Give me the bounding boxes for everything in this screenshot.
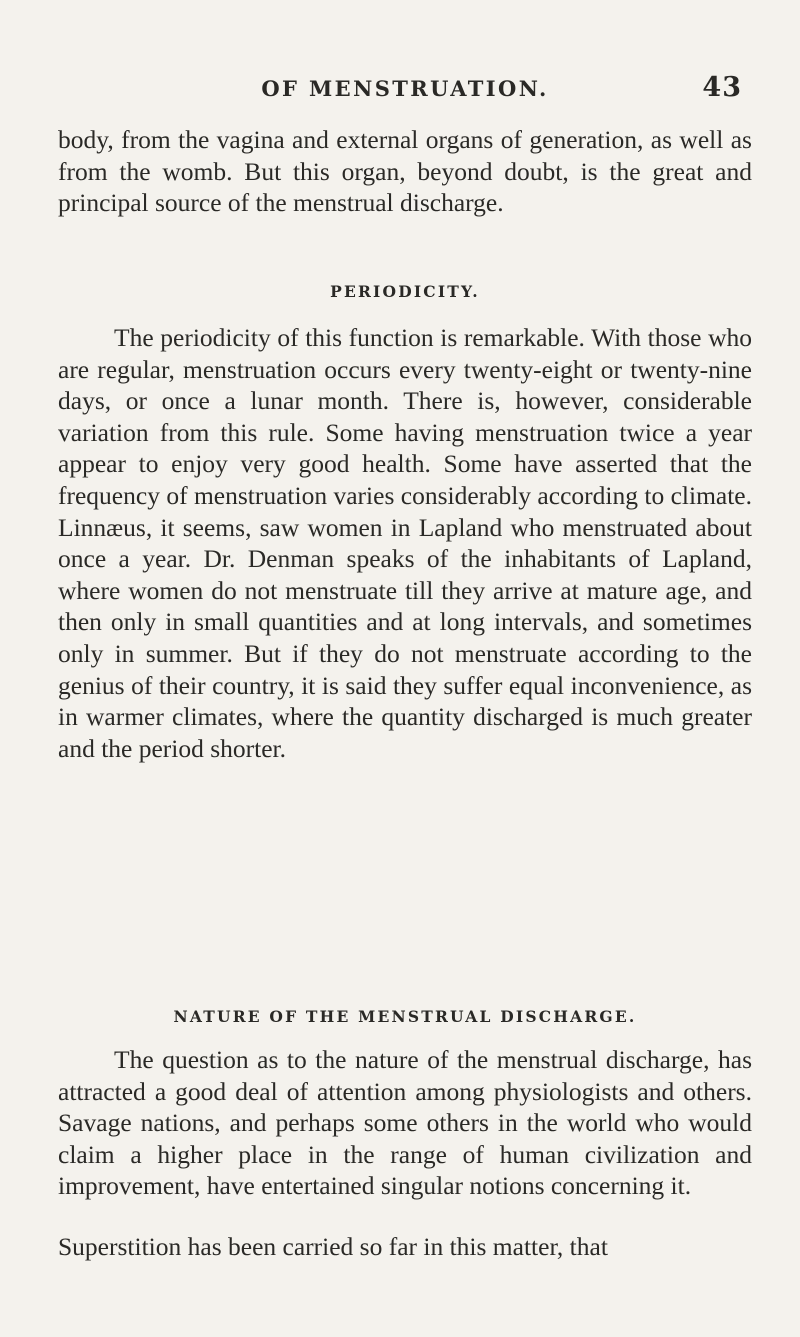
heading-periodicity: PERIODICITY. [330,282,480,301]
running-title: OF MENSTRUATION. [261,76,549,101]
running-head [60,70,750,110]
nature-paragraph: The question as to the nature of the menstrual discharge, has attracted a good deal of attention among physiologists and others. Savage nations, and perhaps some others in the world who would claim a higher place in the range of human civilization and improvement, have entertained singular notions concerning it. [58,1045,752,1201]
superstition-paragraph: Superstition has been carried so far in this matter, that [58,1232,608,1261]
periodicity-paragraph: The periodicity of this function is remarkable. With those who are regular, menstruation occurs every twenty-eight or twenty-nine days, or once a lunar month. There is, however, considerable variation from this rule. Some having menstruation twice a year appear to enjoy very good health. Some have asserted that the frequency of menstruation varies considerably according to climate. Linnæus, it seems, saw women in Lapland who menstruated about once a year. Dr. Denman speaks of the inhabitants of Lapland, where women do not menstruate till they arrive at mature age, and then only in small quantities and at long intervals, and sometimes only in summer. But if they do not menstruate according to the genius of their country, it is said they suffer equal inconvenience, as in warmer climates, where the quantity discharged is much greater and the period shorter. [58,323,752,763]
page-number: 43 [702,72,742,103]
heading-nature: NATURE OF THE MENSTRUAL DISCHARGE. [173,1007,637,1026]
continuation-paragraph: body, from the vagina and external organs of generation, as well as from the womb. But this organ, beyond doubt, is the great and principal source of the menstrual discharge. [58,125,752,218]
